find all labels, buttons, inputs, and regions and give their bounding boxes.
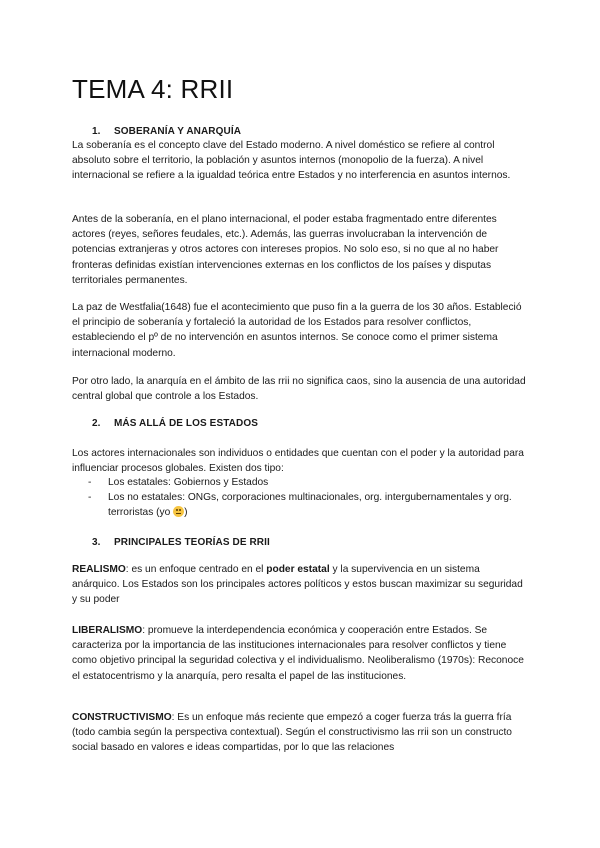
theory-name: CONSTRUCTIVISMO: [72, 712, 172, 723]
theory-realismo: [72, 562, 530, 608]
theory-name: REALISMO: [72, 564, 126, 575]
list-dash: -: [88, 492, 92, 504]
section-heading-soberania: [92, 126, 241, 137]
theory-text: y la supervivencia en un sistema anárquico. Los Estados son los principales actores políticos y estos buscan maximizar su seguridad y su poder: [72, 564, 523, 606]
slightly-frowning-face-icon: [173, 506, 184, 517]
paragraph: La soberanía es el concepto clave del Estado moderno. A nivel doméstico se refiere al control absoluto sobre el territorio, la población y asuntos internos (monopolio de la fuerza). A nivel internacional se refiere a la igualdad teórica entre Estados y no interferencia en asuntos internos.: [72, 140, 511, 182]
page-title: TEMA 4: RRII: [72, 74, 234, 104]
section-heading-estados: [92, 418, 258, 429]
section-heading-teorias: [92, 537, 270, 548]
section-title: PRINCIPALES TEORÍAS DE RRII: [114, 537, 270, 548]
theory-name: LIBERALISMO: [72, 625, 143, 636]
list-item-suffix: ): [184, 507, 188, 519]
section-title: SOBERANÍA Y ANARQUÍA: [114, 126, 242, 137]
section-number: 3.: [92, 537, 101, 548]
theory-text: : es un enfoque centrado en el: [125, 564, 267, 575]
section-title: MÁS ALLÁ DE LOS ESTADOS: [114, 418, 258, 429]
paragraph: La paz de Westfalia(1648) fue el acontecimiento que puso fin a la guerra de los 30 años. Estableció el principio de soberanía y fortaleció la autoridad de los Estados para resolver conflictos, estableciendo el pº de no intervención en asuntos internos. Se conoce como el primer sistema internacional moderno.: [72, 302, 522, 359]
list-item-text: Los no estatales: ONGs, corporaciones multinacionales, org. intergubernamentales y org. terroristas (yo: [108, 492, 512, 519]
theory-constructivismo: [72, 710, 530, 756]
theory-liberalismo: [72, 623, 530, 684]
section-number: 2.: [92, 418, 101, 429]
list-dash: -: [88, 477, 92, 488]
section-number: 1.: [92, 126, 101, 137]
paragraph: Los actores internacionales son individuos o entidades que cuentan con el poder y la autoridad para influenciar procesos globales. Existen dos tipo:: [72, 448, 524, 475]
theory-text: : promueve la interdependencia económica y cooperación entre Estados. Se caracteriza por la importancia de las instituciones internacionales para resolver conflictos y tiene como objetivo principal la seguridad colectiva y el individualismo. Neoliberalismo (1970s): Reconoce el estatocentrismo y la anarquía, pero resalta el papel de las instituciones.: [72, 625, 524, 682]
theory-text: : Es un enfoque más reciente que empezó a coger fuerza trás la guerra fría (todo cambia según la perspectiva contextual). Según el constructivismo las rrii son un constructo social basado en valores e ideas compartidas, por lo que las relaciones: [72, 712, 512, 754]
list-item: [88, 475, 528, 490]
paragraph: Antes de la soberanía, en el plano internacional, el poder estaba fragmentado entre diferentes actores (reyes, señores feudales, etc.). Además, las guerras involucraban la intervención de potencias extranjeras y otros actores con intereses propios. No solo eso, si no que al no haber fronteras definidas existían intervenciones externas en los conflictos de los países y disputas territoriales permanentes.: [72, 214, 499, 286]
actors-list: [88, 475, 528, 521]
paragraph: Por otro lado, la anarquía en el ámbito de las rrii no significa caos, sino la ausencia de una autoridad central global que controle a los Estados.: [72, 376, 526, 403]
list-item: [88, 490, 528, 520]
list-item-text: Los estatales: Gobiernos y Estados: [108, 477, 269, 488]
theory-bold-term: poder estatal: [266, 564, 330, 575]
